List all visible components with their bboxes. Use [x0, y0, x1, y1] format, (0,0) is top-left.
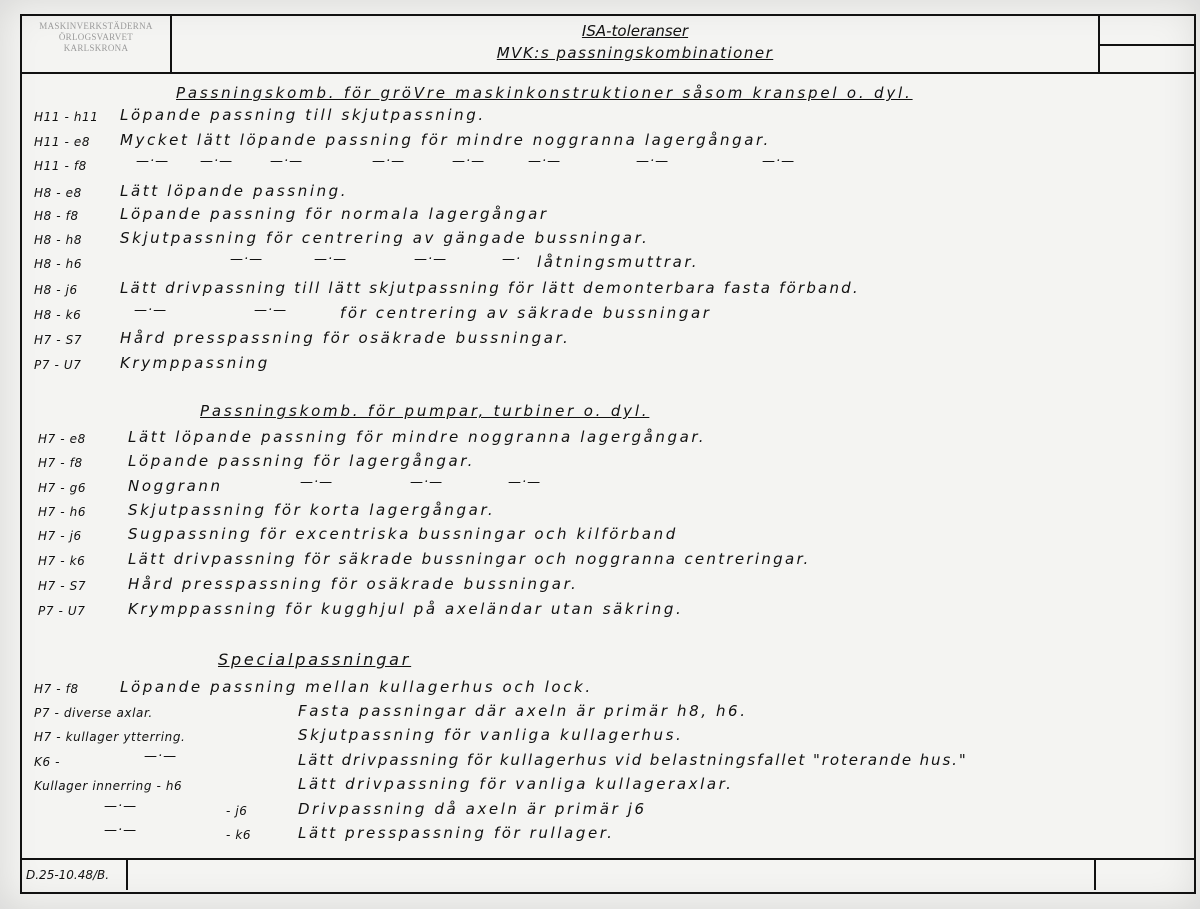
- fit-description: Drivpassning då axeln är primär j6: [298, 800, 647, 818]
- fit-description: Lätt drivpassning för kullagerhus vid belastningsfallet "roterande hus.": [298, 751, 968, 769]
- stamp-line-1: MASKINVERKSTÄDERNA: [39, 21, 153, 31]
- title-line-2: MVK:s passningskombinationer: [496, 44, 774, 62]
- fit-code: Kullager innerring - h6: [34, 779, 183, 793]
- fit-description: Krymppassning: [120, 354, 270, 372]
- fit-code: H11 - f8: [34, 159, 87, 173]
- ditto-mark: —·—: [314, 252, 348, 267]
- ditto-mark: —·—: [270, 154, 304, 169]
- fit-description: Löpande passning för normala lagergångar: [120, 205, 549, 223]
- fit-code: H7 - k6: [38, 554, 86, 568]
- fit-description: Löpande passning till skjutpassning.: [120, 106, 486, 124]
- ditto-mark: —·—: [762, 154, 796, 169]
- ditto-mark: —·—: [104, 823, 138, 838]
- ditto-mark: —·—: [636, 154, 670, 169]
- ditto-mark: —·—: [300, 475, 334, 490]
- fit-code: - j6: [226, 804, 248, 818]
- fit-description: Lätt presspassning för rullager.: [298, 824, 615, 842]
- ditto-mark: —·—: [254, 303, 288, 318]
- fit-code: H8 - k6: [34, 308, 82, 322]
- stamp-line-2: ÖRLOGSVARVET: [58, 32, 134, 42]
- fit-description: Lätt drivpassning till lätt skjutpassning för lätt demonterbara fasta förband.: [120, 279, 860, 297]
- fit-code: H7 - h6: [38, 505, 87, 519]
- ditto-mark: —·—: [528, 154, 562, 169]
- fit-description: Löpande passning för lagergångar.: [128, 452, 476, 470]
- ditto-mark: —·—: [144, 749, 178, 764]
- fit-code: P7 - U7: [34, 358, 82, 372]
- fit-description: Hård presspassning för osäkrade bussningar.: [120, 329, 571, 347]
- section-2-heading: Passningskomb. för pumpar, turbiner o. dyl.: [200, 402, 650, 420]
- title-block: [22, 16, 1194, 74]
- fit-code: H11 - e8: [34, 135, 91, 149]
- fit-description: Lätt löpande passning för mindre noggranna lagergångar.: [128, 428, 707, 446]
- fit-description: Lätt drivpassning för säkrade bussningar och noggranna centreringar.: [128, 550, 811, 568]
- drawing-code: D.25-10.48/B.: [22, 860, 128, 890]
- ditto-mark: —·—: [508, 475, 542, 490]
- section-3-heading: Specialpassningar: [218, 650, 412, 669]
- fit-description: Lätt drivpassning för vanliga kullageraxlar.: [298, 775, 734, 793]
- ditto-mark: —·—: [200, 154, 234, 169]
- ditto-mark: —·: [502, 252, 522, 267]
- fit-code: H8 - j6: [34, 283, 78, 297]
- revision-box-divider: [1100, 44, 1194, 46]
- fit-code: H7 - f8: [38, 456, 83, 470]
- ditto-mark: —·—: [136, 154, 170, 169]
- fit-code: H8 - e8: [34, 186, 82, 200]
- fit-code: H7 - S7: [38, 579, 87, 593]
- ditto-mark: —·—: [134, 303, 168, 318]
- section-1-heading: Passningskomb. för gröVre maskinkonstruktioner såsom kranspel o. dyl.: [176, 84, 913, 102]
- fit-description: Mycket lätt löpande passning för mindre noggranna lagergångar.: [120, 131, 771, 149]
- fit-code: H7 - e8: [38, 432, 86, 446]
- stamp-line-3: KARLSKRONA: [63, 43, 129, 53]
- fit-code: H8 - f8: [34, 209, 79, 223]
- ditto-mark: —·—: [372, 154, 406, 169]
- ditto-mark: —·—: [414, 252, 448, 267]
- fit-code: P7 - diverse axlar.: [34, 706, 153, 720]
- fit-code: K6 -: [34, 755, 61, 769]
- ditto-mark: —·—: [104, 799, 138, 814]
- fit-code: H8 - h8: [34, 233, 83, 247]
- fit-code: H8 - h6: [34, 257, 83, 271]
- fit-description: Löpande passning mellan kullagerhus och lock.: [120, 678, 593, 696]
- revision-box: [1098, 16, 1194, 72]
- fit-description: Sugpassning för excentriska bussningar och kilförband: [128, 525, 678, 543]
- fit-code: H11 - h11: [34, 110, 99, 124]
- ditto-mark: —·—: [230, 252, 264, 267]
- footer-block: [22, 858, 1194, 892]
- fit-description: för centrering av säkrade bussningar: [340, 304, 712, 322]
- fit-description: låtningsmuttrar.: [537, 253, 700, 271]
- fit-description: Fasta passningar där axeln är primär h8, h6.: [298, 702, 748, 720]
- fit-description: Skjutpassning för centrering av gängade bussningar.: [120, 229, 650, 247]
- fit-description: Skjutpassning för korta lagergångar.: [128, 501, 496, 519]
- fit-description: Krymppassning för kugghjul på axeländar utan säkring.: [128, 600, 684, 618]
- workshop-stamp: [22, 16, 172, 72]
- fit-code: H7 - kullager ytterring.: [34, 730, 186, 744]
- fit-code: H7 - f8: [34, 682, 79, 696]
- fit-code: H7 - g6: [38, 481, 87, 495]
- fit-code: - k6: [226, 828, 252, 842]
- title-line-1: ISA-toleranser: [581, 22, 689, 40]
- document-title: [172, 16, 1098, 72]
- ditto-mark: —·—: [410, 475, 444, 490]
- fit-code: H7 - S7: [34, 333, 83, 347]
- fit-description: Lätt löpande passning.: [120, 182, 349, 200]
- fit-description: Noggrann: [128, 477, 223, 495]
- fit-code: H7 - j6: [38, 529, 82, 543]
- fit-code: P7 - U7: [38, 604, 86, 618]
- fit-description: Skjutpassning för vanliga kullagerhus.: [298, 726, 684, 744]
- ditto-mark: —·—: [452, 154, 486, 169]
- fit-description: Hård presspassning för osäkrade bussningar.: [128, 575, 579, 593]
- footer-right-box: [1094, 860, 1194, 890]
